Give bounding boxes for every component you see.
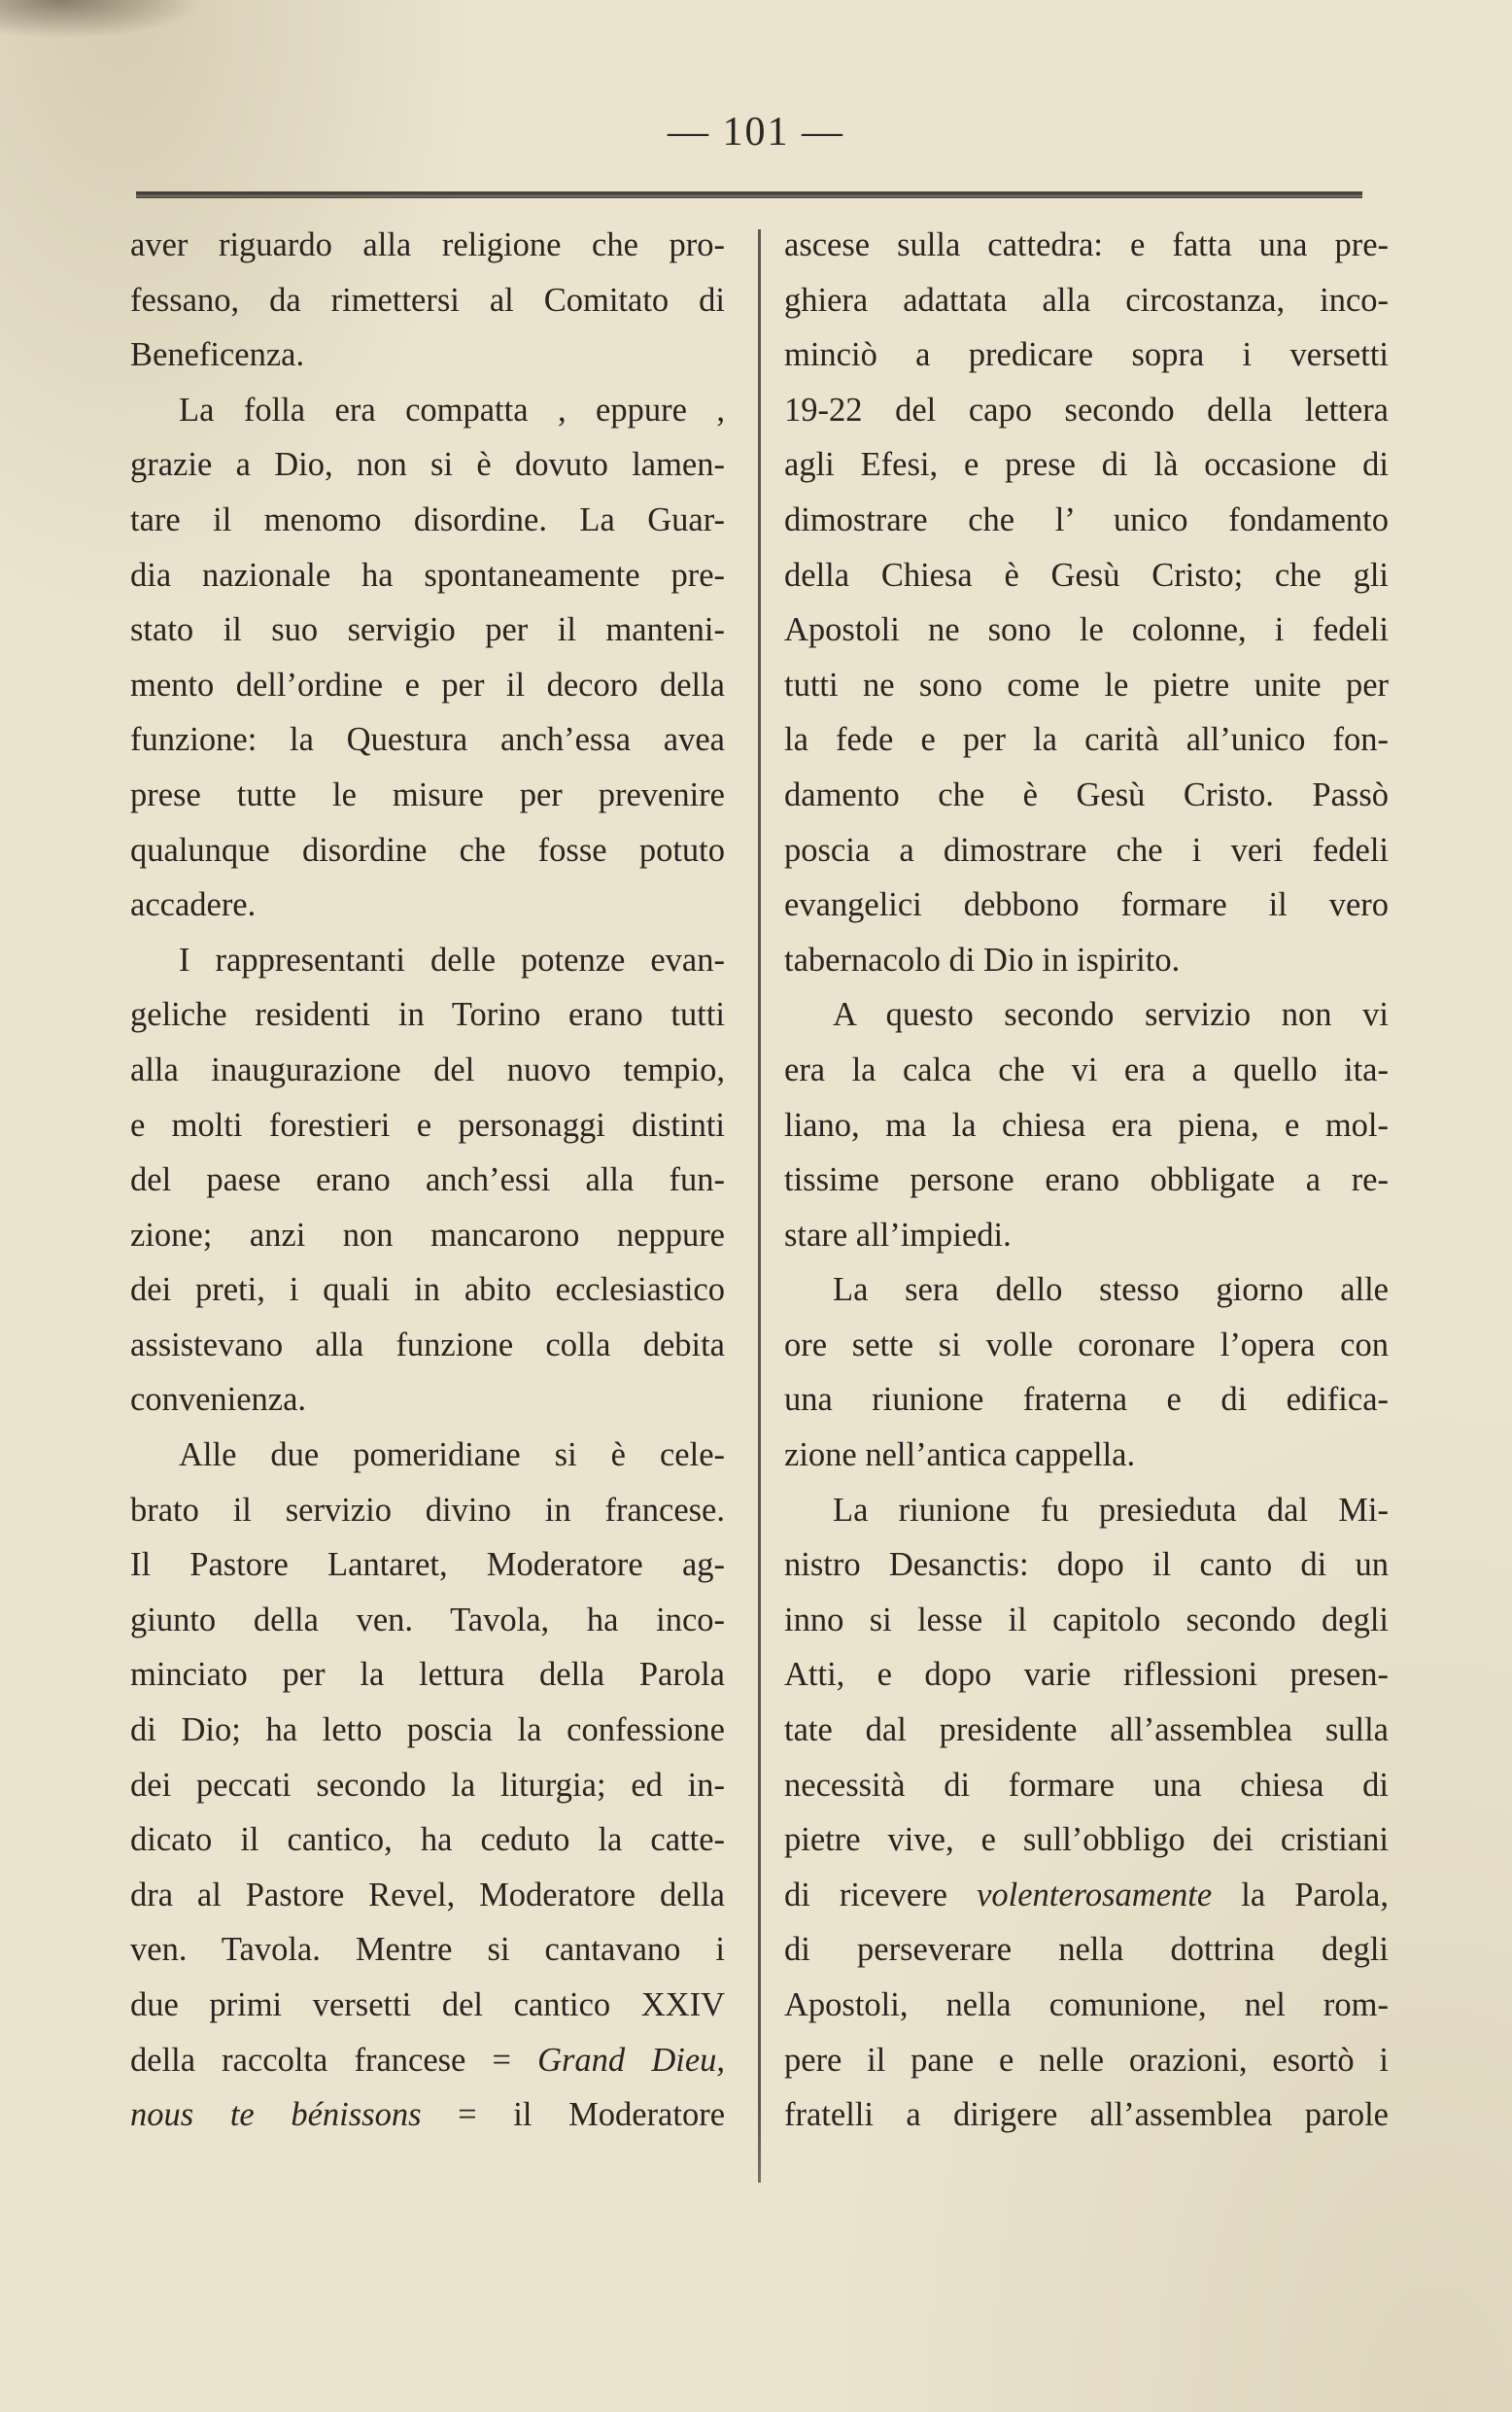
text-line: dei peccati secondo la liturgia; ed in- <box>130 1766 725 1804</box>
text-line: agli Efesi, e prese di là occasione di <box>784 446 1389 484</box>
text-line: minciato per la lettura della Parola <box>130 1656 725 1694</box>
text-line: tate dal presidente all’assemblea sulla <box>784 1711 1389 1749</box>
text-line: nistro Desanctis: dopo il canto di un <box>784 1546 1389 1584</box>
text-line: prese tutte le misure per prevenire <box>130 775 725 813</box>
text-segment: di ricevere <box>784 1876 947 1913</box>
text-line: tissime persone erano obbligate a re- <box>784 1161 1389 1199</box>
left-column <box>130 218 725 2143</box>
text-line: dimostrare che l’ unico fondamento <box>784 500 1389 538</box>
text-line: dicato il cantico, ha ceduto la catte- <box>130 1821 725 1859</box>
text-line: ghiera adattata alla circostanza, inco- <box>784 281 1389 319</box>
text-line: accadere. <box>130 886 257 924</box>
text-line: giunto della ven. Tavola, ha inco- <box>130 1601 725 1638</box>
text-segment: della raccolta francese = <box>130 2041 511 2079</box>
text-line: fessano, da rimettersi al Comitato di <box>130 281 725 319</box>
text-line: era la calca che vi era a quello ita- <box>784 1051 1389 1088</box>
text-line: zione; anzi non mancarono neppure <box>130 1216 725 1254</box>
text-line: Beneficenza. <box>130 336 305 374</box>
text-line: zione nell’antica cappella. <box>784 1436 1136 1474</box>
text-line: di Dio; ha letto poscia la confessione <box>130 1711 725 1749</box>
text-line: pere il pane e nelle orazioni, esortò i <box>784 2041 1389 2079</box>
text-line: damento che è Gesù Cristo. Passò <box>784 775 1389 813</box>
text-line: della Chiesa è Gesù Cristo; che gli <box>784 556 1389 594</box>
text-line: I rappresentanti delle potenze evan- <box>179 941 725 979</box>
text-segment: = il Moderatore <box>458 2096 726 2134</box>
text-line: La riunione fu presieduta dal Mi- <box>833 1491 1389 1529</box>
text-line: tare il menomo disordine. La Guar- <box>130 500 725 538</box>
text-line: grazie a Dio, non si è dovuto lamen- <box>130 446 725 484</box>
text-line: Apostoli, nella comunione, nel rom- <box>784 1986 1389 2023</box>
text-line: mento dell’ordine e per il decoro della <box>130 666 725 704</box>
text-line: Alle due pomeridiane si è cele- <box>179 1436 725 1474</box>
text-line: Il Pastore Lantaret, Moderatore ag- <box>130 1546 725 1584</box>
text-line: dei preti, i quali in abito ecclesiastico <box>130 1271 725 1309</box>
text-line: funzione: la Questura anch’essa avea <box>130 721 725 759</box>
text-line: ven. Tavola. Mentre si cantavano i <box>130 1931 725 1969</box>
text-line: necessità di formare una chiesa di <box>784 1766 1389 1804</box>
text-line-mixed <box>130 2033 725 2088</box>
text-line: aver riguardo alla religione che pro- <box>130 226 725 263</box>
italic-title: nous te bénissons <box>130 2096 422 2134</box>
text-line-mixed <box>130 2087 725 2143</box>
right-column <box>784 218 1389 2143</box>
text-line: stare all’impiedi. <box>784 1216 1012 1254</box>
text-line: brato il servizio divino in francese. <box>130 1491 725 1529</box>
text-line: minciò a predicare sopra i versetti <box>784 336 1389 374</box>
text-line: La sera dello stesso giorno alle <box>833 1271 1389 1309</box>
text-line: e molti forestieri e personaggi distinti <box>130 1106 725 1144</box>
text-line: convenienza. <box>130 1381 307 1419</box>
text-line: poscia a dimostrare che i veri fedeli <box>784 831 1389 869</box>
text-line: 19-22 del capo secondo della lettera <box>784 391 1389 429</box>
text-line: due primi versetti del cantico XXIV <box>130 1986 725 2023</box>
text-line: inno si lesse il capitolo secondo degli <box>784 1601 1389 1638</box>
text-line: una riunione fraterna e di edifica- <box>784 1381 1389 1419</box>
text-segment: la Parola, <box>1241 1876 1389 1913</box>
text-line: dia nazionale ha spontaneamente pre- <box>130 556 725 594</box>
text-line: ascese sulla cattedra: e fatta una pre- <box>784 226 1389 263</box>
text-line: geliche residenti in Torino erano tutti <box>130 996 725 1034</box>
text-line: fratelli a dirigere all’assemblea parole <box>784 2096 1389 2134</box>
text-line: del paese erano anch’essi alla fun- <box>130 1161 725 1199</box>
text-line: A questo secondo servizio non vi <box>833 996 1389 1034</box>
text-line: Atti, e dopo varie riflessioni presen- <box>784 1656 1389 1694</box>
text-line: la fede e per la carità all’unico fon- <box>784 721 1389 759</box>
text-line: assistevano alla funzione colla debita <box>130 1326 725 1363</box>
column-divider <box>758 229 761 2183</box>
text-line: tutti ne sono come le pietre unite per <box>784 666 1389 704</box>
header-rule <box>136 191 1362 198</box>
text-line: ore sette si volle coronare l’opera con <box>784 1326 1389 1363</box>
text-line: stato il suo servigio per il manteni- <box>130 611 725 649</box>
text-line: qualunque disordine che fosse potuto <box>130 831 725 869</box>
text-line: Apostoli ne sono le colonne, i fedeli <box>784 611 1389 649</box>
text-line: liano, ma la chiesa era piena, e mol- <box>784 1106 1389 1144</box>
text-line: tabernacolo di Dio in ispirito. <box>784 941 1181 979</box>
page-number: — 101 — <box>668 110 844 155</box>
italic-word: volenterosamente <box>977 1876 1213 1913</box>
text-line: dra al Pastore Revel, Moderatore della <box>130 1876 725 1913</box>
text-line: pietre vive, e sull’obbligo dei cristiani <box>784 1821 1389 1859</box>
corner-stain <box>0 0 204 39</box>
italic-title: Grand Dieu, <box>537 2041 726 2079</box>
text-line: evangelici debbono formare il vero <box>784 886 1389 924</box>
text-line: alla inaugurazione del nuovo tempio, <box>130 1051 725 1088</box>
text-line: La folla era compatta , eppure , <box>179 391 725 429</box>
text-line: di perseverare nella dottrina degli <box>784 1931 1389 1969</box>
text-line-mixed <box>784 1868 1389 1923</box>
